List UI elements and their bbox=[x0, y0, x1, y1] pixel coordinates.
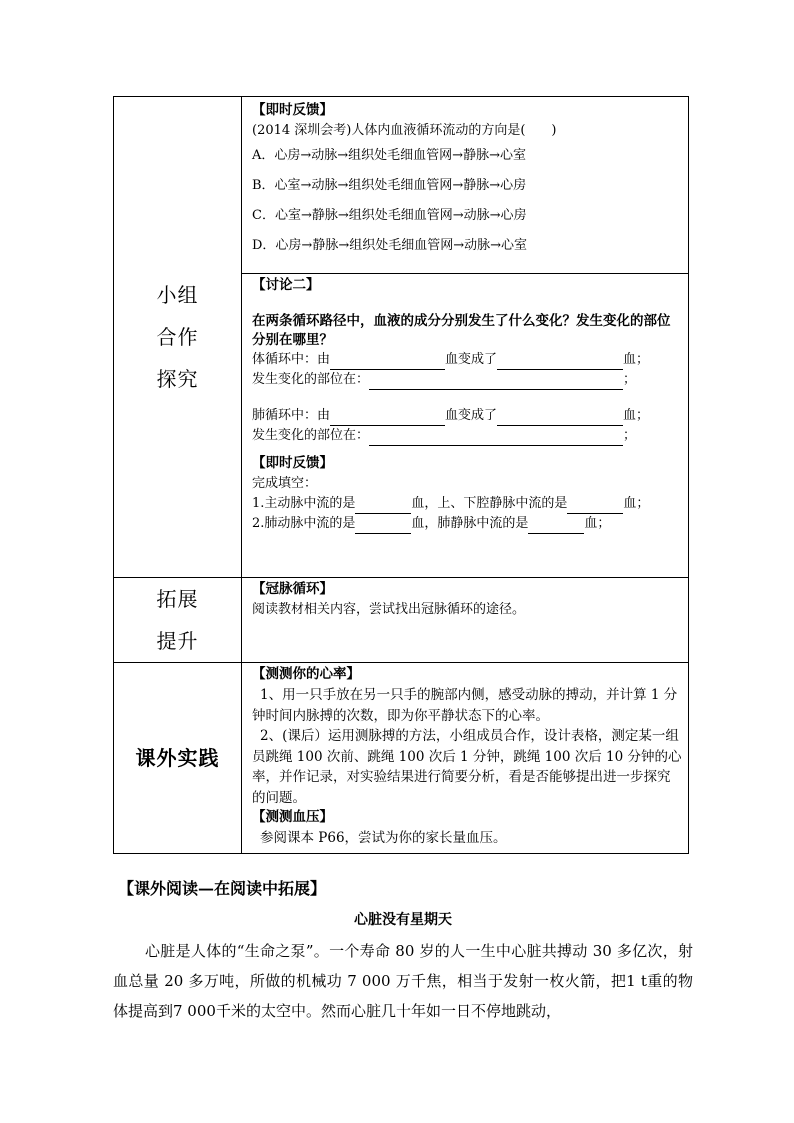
feedback2-line1-a: 1.主动脉中流的是 bbox=[252, 496, 356, 511]
feedback2-line1-b: 血，上、下腔静脉中流的是 bbox=[411, 496, 568, 511]
feedback1-header: 【即时反馈】 bbox=[252, 102, 333, 118]
pulmonary-artery-blank[interactable] bbox=[355, 518, 411, 534]
article-paragraph: 心脏是人体的“生命之泵”。一个寿命 80 岁的人一生中心脏共搏动 30 多亿次，射血总量 20 多万吨，所做的机械功 7 000 万千焦，相当于发射一枚火箭，把1 t重的物体提高到7 000千米的太空中。然而心脏几十年如一日不停地跳动， bbox=[113, 942, 693, 1020]
systemic-prefix: 体循环中：由 bbox=[252, 352, 331, 367]
systemic-end: 血； bbox=[623, 352, 650, 367]
feedback2-intro: 完成填空： bbox=[252, 476, 318, 491]
vena-cava-blank[interactable] bbox=[567, 498, 623, 514]
practice-label: 课外实践 bbox=[135, 745, 220, 770]
systemic-line bbox=[252, 350, 682, 370]
systemic-location-blank[interactable] bbox=[369, 374, 623, 390]
pulmonary-vein-blank[interactable] bbox=[528, 518, 584, 534]
pulmonary-end: 血； bbox=[623, 408, 650, 423]
pulmonary-location-end: ； bbox=[623, 428, 637, 443]
pulmonary-changed-to: 血变成了 bbox=[445, 408, 498, 423]
pulmonary-line bbox=[252, 406, 682, 426]
group-label-3: 探究 bbox=[156, 367, 199, 391]
discussion2-header: 【讨论二】 bbox=[252, 277, 320, 293]
coronary-header: 【冠脉循环】 bbox=[252, 581, 333, 597]
practice-section-cell bbox=[114, 663, 242, 854]
pulmonary-from-blank[interactable] bbox=[330, 410, 445, 426]
group-label-2: 合作 bbox=[156, 325, 199, 349]
feedback2-line2-c: 血； bbox=[584, 516, 611, 531]
systemic-location-line bbox=[252, 370, 682, 390]
pulmonary-location-line bbox=[252, 426, 682, 446]
pulmonary-to-blank[interactable] bbox=[497, 410, 623, 426]
feedback2-line2-a: 2.肺动脉中流的是 bbox=[252, 516, 356, 531]
systemic-location-prefix: 发生变化的部位在： bbox=[252, 372, 370, 387]
practice-cell bbox=[242, 663, 689, 854]
extend-row bbox=[114, 578, 689, 663]
aorta-blank[interactable] bbox=[355, 498, 411, 514]
group-row-feedback bbox=[114, 97, 689, 274]
article-title: 心脏没有星期天 bbox=[354, 912, 452, 928]
pulmonary-prefix: 肺循环中：由 bbox=[252, 408, 331, 423]
feedback1-option-d: D．心房→静脉→组织处毛细血管网→动脉→心室 bbox=[252, 238, 527, 253]
reading-section-title: 【课外阅读—在阅读中拓展】 bbox=[118, 879, 327, 898]
feedback1-option-c: C．心室→静脉→组织处毛细血管网→动脉→心房 bbox=[252, 208, 527, 223]
coronary-text: 阅读教材相关内容，尝试找出冠脉循环的途径。 bbox=[252, 602, 526, 617]
extend-label-1: 拓展 bbox=[156, 587, 199, 611]
feedback2-line1 bbox=[252, 494, 682, 514]
lesson-table bbox=[113, 96, 689, 854]
systemic-location-end: ； bbox=[623, 372, 637, 387]
feedback1-option-a: A．心房→动脉→组织处毛细血管网→静脉→心室 bbox=[252, 148, 526, 163]
systemic-changed-to: 血变成了 bbox=[445, 352, 498, 367]
group-section-cell bbox=[114, 97, 242, 578]
coronary-cell bbox=[242, 578, 689, 663]
discussion2-cell bbox=[242, 274, 689, 578]
practice-row bbox=[114, 663, 689, 854]
group-label-1: 小组 bbox=[156, 283, 199, 307]
blood-pressure-header: 【测测血压】 bbox=[252, 809, 333, 825]
extra-reading bbox=[113, 878, 693, 1026]
heart-rate-item-1: 1、用一只手放在另一只手的腕部内侧，感受动脉的搏动，并计算 1 分钟时间内脉搏的次数，即为你平静状态下的心率。 bbox=[252, 687, 678, 724]
pulmonary-location-prefix: 发生变化的部位在： bbox=[252, 428, 370, 443]
feedback2-line1-c: 血； bbox=[623, 496, 650, 511]
pulmonary-location-blank[interactable] bbox=[369, 430, 623, 446]
blood-pressure-text: 参阅课本 P66，尝试为你的家长量血压。 bbox=[260, 830, 507, 846]
extend-label-2: 提升 bbox=[156, 629, 199, 653]
feedback1-option-b: B．心室→动脉→组织处毛细血管网→静脉→心房 bbox=[252, 178, 527, 193]
feedback2-line2-b: 血，肺静脉中流的是 bbox=[411, 516, 529, 531]
systemic-to-blank[interactable] bbox=[497, 354, 623, 370]
feedback1-cell bbox=[242, 97, 689, 274]
heart-rate-header: 【测测你的心率】 bbox=[252, 666, 360, 682]
feedback2-header: 【即时反馈】 bbox=[252, 455, 333, 471]
discussion2-question: 在两条循环路径中，血液的成分分别发生了什么变化？发生变化的部位分别在哪里？ bbox=[252, 313, 671, 348]
heart-rate-item-2: 2、(课后）运用测脉搏的方法，小组成员合作，设计表格，测定某一组员跳绳 100 次前、跳绳 100 次后 1 分钟，跳绳 100 次后 10 分钟的心率，并作记录，对实验结果进行简要分析，看是否能够提出进一步探究的问题。 bbox=[252, 728, 682, 806]
feedback2-line2 bbox=[252, 514, 682, 534]
extend-section-cell bbox=[114, 578, 242, 663]
systemic-from-blank[interactable] bbox=[330, 354, 445, 370]
feedback1-question: (2014 深圳会考)人体内血液循环流动的方向是( ) bbox=[252, 123, 557, 138]
